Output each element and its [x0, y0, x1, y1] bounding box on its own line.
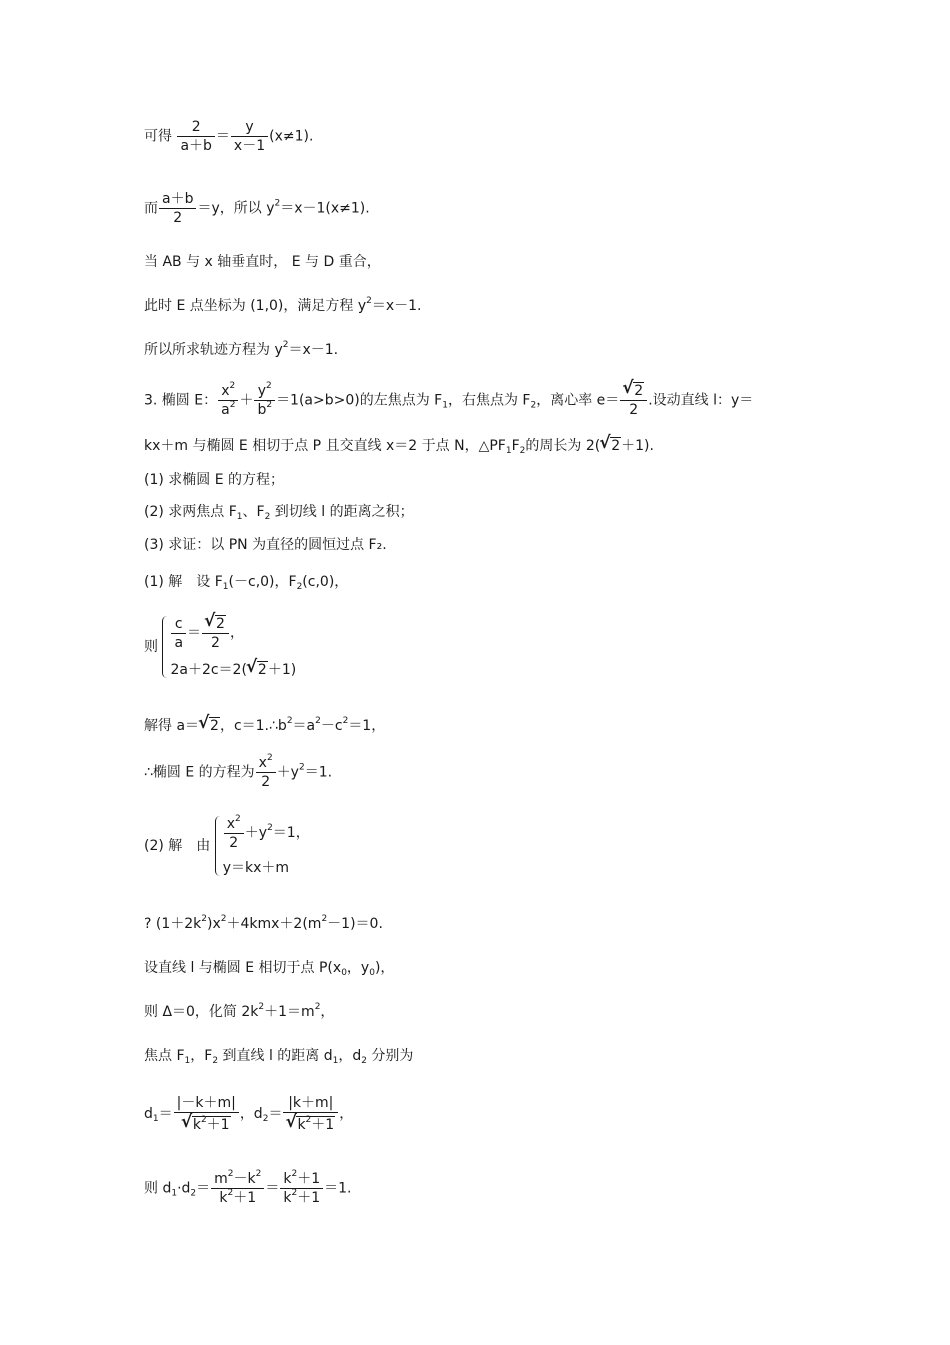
line-16: ? $(1+2k^2)x^2+4kmx+2(m^2-1)=0$. — [144, 914, 383, 932]
text: ＝1. — [304, 764, 333, 781]
numerator: $y^2$ — [254, 382, 275, 401]
text: (2) 求两焦点 F — [144, 504, 237, 520]
x-var: x — [258, 755, 267, 771]
line-1 — [144, 118, 313, 155]
numerator: $x^2$ — [256, 754, 276, 773]
text: ＝1(a>b>0)的左焦点为 F — [276, 392, 443, 409]
text: 的周长为 2( — [525, 438, 601, 454]
sqrt — [199, 716, 220, 736]
numerator — [202, 615, 229, 634]
text: ＝y，所以 y — [197, 200, 275, 217]
k-var: k — [283, 1190, 292, 1206]
text: kx＋m 与椭圆 E 相切于点 P 且交直线 x＝2 于点 N，△PF — [144, 438, 506, 454]
numerator — [620, 382, 647, 401]
numerator: $x^2$ — [218, 382, 238, 401]
text: 则 Δ＝0，化简 2k — [144, 1004, 259, 1020]
line-4: 此时 E 点坐标为 (1,0)，满足方程 $y^2=x-1$. — [144, 296, 422, 314]
text: 分别为 — [366, 1048, 414, 1064]
text: 设直线 l 与椭圆 E 相切于点 P(x — [144, 960, 342, 976]
text: 、F — [242, 504, 265, 520]
denominator: 2 — [229, 834, 239, 851]
text: ＝1， — [272, 825, 310, 841]
text: (1) 解 设 F — [144, 574, 223, 590]
text: ＋1 — [206, 1117, 230, 1133]
text: 2a＋2c＝2( — [170, 662, 247, 678]
text: ＝x－1. — [288, 342, 339, 358]
text: ＝ — [158, 1106, 173, 1122]
line-20: $d_1=$ |－k＋m| √ $k^2+1$ ，$d_2=$ |k＋m| √ $k^2+1$ ， — [144, 1094, 353, 1134]
text: ＝ — [268, 1106, 283, 1122]
fraction — [202, 615, 229, 652]
text: 而 — [144, 200, 158, 217]
text: 所以所求轨迹方程为 y — [144, 342, 283, 358]
text: ＋1). — [621, 438, 654, 454]
denominator: a — [174, 634, 184, 651]
sqrt — [286, 1116, 335, 1134]
text: 则 d — [144, 1180, 172, 1197]
numerator: |－k＋m| — [174, 1094, 239, 1113]
text: 到直线 l 的距离 d — [218, 1048, 333, 1064]
text: ＝x－1. — [371, 298, 422, 314]
text: ＝ — [187, 625, 202, 641]
line-10: (3) 求证：以 PN 为直径的圆恒过点 F₂. — [144, 537, 387, 553]
denominator: a＋b — [180, 138, 212, 154]
fraction — [283, 1094, 338, 1134]
numerator: a＋b — [159, 190, 196, 209]
k-var: k — [192, 1117, 201, 1133]
text: .设动直线 l：y＝ — [648, 392, 754, 409]
text: 到切线 l 的距离之积； — [270, 504, 414, 520]
text: ? (1＋2k — [144, 916, 202, 932]
system-row: y＝kx＋m — [222, 860, 290, 876]
numerator: $m^2-k^2$ — [211, 1170, 264, 1189]
text: 可得 — [144, 128, 172, 145]
line-8: (1) 求椭圆 E 的方程； — [144, 472, 285, 488]
text: －k — [233, 1171, 256, 1187]
text: ＝ — [265, 1180, 280, 1197]
text: ， — [229, 625, 244, 641]
text: 3. 椭圆 E： — [144, 392, 218, 409]
k-var: k — [297, 1117, 306, 1133]
denominator: 2 — [173, 210, 183, 226]
text: ＝ — [196, 1180, 211, 1197]
y-var: y — [257, 383, 267, 399]
line-14: ∴椭圆 E 的方程为 $\frac{x^2}{2}$ $+y^2=1$. — [144, 753, 333, 790]
line-3: 当 AB 与 x 轴垂直时， E 与 D 重合， — [144, 254, 381, 270]
fraction — [159, 190, 196, 227]
denominator — [174, 1113, 239, 1134]
sqrt — [623, 382, 644, 400]
denominator — [283, 1113, 338, 1134]
denominator: $b^2$ — [257, 400, 273, 418]
denominator: 2 — [261, 774, 271, 790]
numerator: 2 — [177, 118, 214, 137]
text: －1)＝0. — [327, 916, 383, 932]
text: ＋y — [244, 825, 268, 841]
numerator: $k^2+1$ — [280, 1170, 323, 1189]
x-var: x — [221, 383, 230, 399]
line-17: 设直线 l 与椭圆 E 相切于点 $P(x_0$，$y_0$)， — [144, 960, 395, 978]
text: ＋1 — [233, 1190, 257, 1206]
line-13: 解得 a＝√ 2，$c=1.\therefore b^2=a^2-c^2=1$， — [144, 716, 385, 736]
text: ，右焦点为 F — [447, 392, 531, 409]
denominator: $k^2+1$ — [283, 1188, 321, 1206]
line-15 — [144, 814, 310, 878]
text: ＋1 — [311, 1117, 335, 1133]
text: ＋y — [276, 764, 299, 781]
line-2: 而 $\frac{a+b}{2}$ ＝y，所以 $y^2=x-1(x\ne 1)$. — [144, 191, 370, 226]
text: (c,0)， — [302, 574, 349, 590]
line-19: 焦点 $F_1$，$F_2$ 到直线 l 的距离 $d_1$，$d_2$ 分别为 — [144, 1048, 414, 1066]
radicand: 2 — [611, 438, 621, 454]
text: ＝a — [292, 718, 316, 734]
sqrt — [205, 615, 226, 633]
text: (x≠1). — [269, 128, 314, 145]
line-7: kx＋m 与椭圆 E 相切于点 P 且交直线 x＝2 于点 N，$\triangle PF_1F_2$的周长为 2(√ 2＋1). — [144, 436, 654, 456]
k-var: k — [283, 1171, 292, 1187]
line-9: (2) 求两焦点 $F_1$、$F_2$ 到切线 l 的距离之积； — [144, 504, 414, 522]
denominator: x－1 — [233, 138, 266, 154]
fraction — [256, 754, 276, 791]
m-var: m — [214, 1171, 228, 1187]
text: －c — [320, 718, 343, 734]
text: ，d — [239, 1106, 263, 1122]
numerator: |k＋m| — [283, 1094, 338, 1113]
system-row — [170, 660, 296, 680]
fraction — [211, 1170, 264, 1207]
line-6: 3. 椭圆 E： $\frac{x^2}{a^2}$ ＋ $\frac{y^2}{b^2}$ ＝1(a>b>0)的左焦点为 $F_1$，右焦点为 $F_2$，离心率 e＝ √ $\frac{2}{2}$ .设动直线 l：y＝ — [144, 382, 753, 419]
radicand: $k^2+1$ — [192, 1115, 230, 1133]
fraction — [254, 382, 275, 419]
text: F — [511, 438, 520, 454]
radicand: 2 — [634, 383, 644, 399]
sqrt — [600, 436, 621, 456]
radicand: 2 — [210, 718, 219, 734]
text: ，F — [190, 1048, 213, 1064]
text: (2) 解 由 — [144, 838, 211, 854]
text: ＋1 — [297, 1190, 321, 1206]
line-21: 则 $d_1\cdot d_2=$ $\frac{m^2-k^2}{k^2+1}$ ＝ $\frac{k^2+1}{k^2+1}$ ＝1. — [144, 1169, 352, 1206]
text: 此时 E 点坐标为 (1,0)，满足方程 y — [144, 298, 367, 314]
fraction — [174, 1094, 239, 1134]
numerator: y — [231, 118, 268, 137]
denominator: 2 — [629, 402, 639, 418]
fraction — [620, 382, 647, 419]
b-var: b — [257, 402, 267, 418]
fraction — [177, 118, 214, 155]
text: ＋1＝m — [264, 1004, 315, 1020]
denominator: $a^2$ — [221, 400, 236, 418]
sqrt — [247, 660, 268, 680]
radicand: 2 — [216, 615, 225, 632]
x-var: x — [226, 815, 236, 832]
radicand: $k^2+1$ — [297, 1115, 335, 1133]
fraction — [171, 615, 186, 652]
sqrt — [182, 1116, 231, 1134]
text: ，y — [346, 960, 370, 976]
text: ，d — [338, 1048, 362, 1064]
equation-system — [162, 614, 296, 680]
text: ， — [339, 1106, 354, 1122]
line-11: (1) 解 设 $F_1(-c,0)$，$F_2(c,0)$， — [144, 574, 349, 592]
text: )x — [207, 916, 221, 932]
text: 焦点 F — [144, 1048, 185, 1064]
system-row — [170, 614, 296, 652]
text: ·d — [177, 1180, 191, 1197]
text: ＝ — [215, 128, 230, 145]
text: 则 — [144, 639, 158, 655]
a-var: a — [221, 402, 230, 418]
text: ， — [320, 1004, 335, 1020]
text: 解得 a＝ — [144, 718, 200, 734]
k-var: k — [219, 1190, 228, 1206]
fraction — [231, 118, 268, 155]
text: ∴椭圆 E 的方程为 — [144, 764, 255, 781]
text: ＋1 — [297, 1171, 321, 1187]
text: ＝1. — [324, 1180, 352, 1197]
radicand: 2 — [257, 662, 267, 678]
fraction — [218, 382, 238, 419]
text: ＋ — [239, 392, 254, 409]
numerator: $x^2$ — [224, 815, 244, 834]
numerator: c — [171, 615, 186, 634]
system-row: $\frac{x^2}{2}$ $+y^2=1$， — [223, 814, 310, 852]
equation-system — [215, 814, 310, 878]
text: ，离心率 e＝ — [536, 392, 620, 409]
denominator: 2 — [211, 634, 220, 651]
text: ，c＝1.∴b — [219, 718, 287, 734]
text: ＋4kmx＋2(m — [226, 916, 322, 932]
line-12 — [144, 614, 296, 680]
line-18: 则 Δ＝0，化简 $2k^2+1=m^2$， — [144, 1002, 335, 1020]
text: (－c,0)，F — [228, 574, 297, 590]
text: ＝1， — [348, 718, 386, 734]
fraction — [224, 815, 244, 852]
line-5: 所以所求轨迹方程为 $y^2=x-1$. — [144, 340, 339, 358]
text: d — [144, 1106, 153, 1122]
fraction — [280, 1170, 323, 1207]
text: ＋1) — [267, 662, 297, 678]
text: )， — [374, 960, 395, 976]
denominator: $k^2+1$ — [219, 1188, 257, 1206]
text: ＝x－1(x≠1). — [280, 200, 370, 217]
